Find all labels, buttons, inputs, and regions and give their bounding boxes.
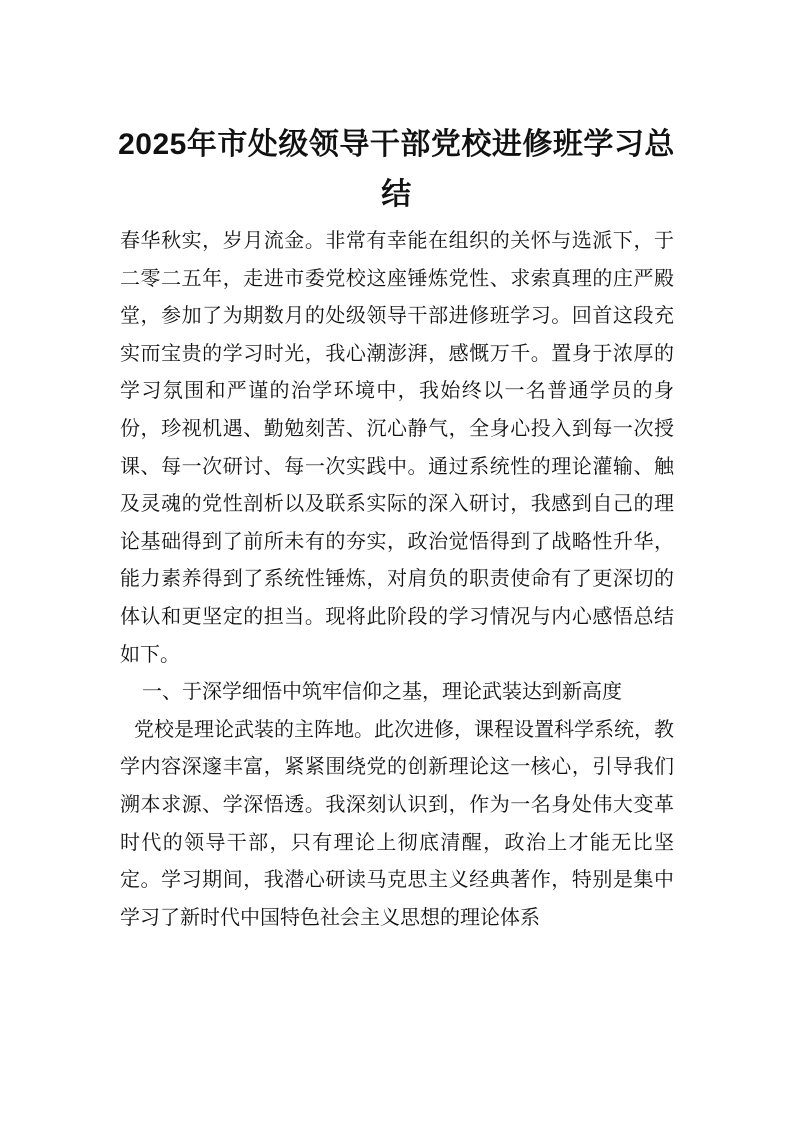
document-title: 2025年市处级领导干部党校进修班学习总结 [118, 128, 675, 211]
intro-paragraph: 春华秋实，岁月流金。非常有幸能在组织的关怀与选派下，于二零二五年，走进市委党校这座锤炼党性、求索真理的庄严殿堂，参加了为期数月的处级领导干部进修班学习。回首这段充实而宝贵的学习时光，我心潮澎湃，感慨万千。置身于浓厚的学习氛围和严谨的治学环境中，我始终以一名普通学员的身份，珍视机遇、勤勉刻苦、沉心静气，全身心投入到每一次授课、每一次研讨、每一次实践中。通过系统性的理论灌输、触及灵魂的党性剖析以及联系实际的深入研讨，我感到自己的理论基础得到了前所未有的夯实，政治觉悟得到了战略性升华，能力素养得到了系统性锤炼，对肩负的职责使命有了更深切的体认和更坚定的担当。现将此阶段的学习情况与内心感悟总结如下。 [120, 228, 674, 666]
section-heading-1: 一、于深学细悟中筑牢信仰之基，理论武装达到新高度 [142, 679, 622, 704]
document-body [120, 222, 674, 936]
section-1-paragraph: 党校是理论武装的主阵地。此次进修，课程设置科学系统，教学内容深邃丰富，紧紧围绕党的创新理论这一核心，引导我们溯本求源、学深悟透。我深刻认识到，作为一名身处伟大变革时代的领导干部，只有理论上彻底清醒，政治上才能无比坚定。学习期间，我潜心研读马克思主义经典著作，特别是集中学习了新时代中国特色社会主义思想的理论体系 [120, 716, 674, 929]
